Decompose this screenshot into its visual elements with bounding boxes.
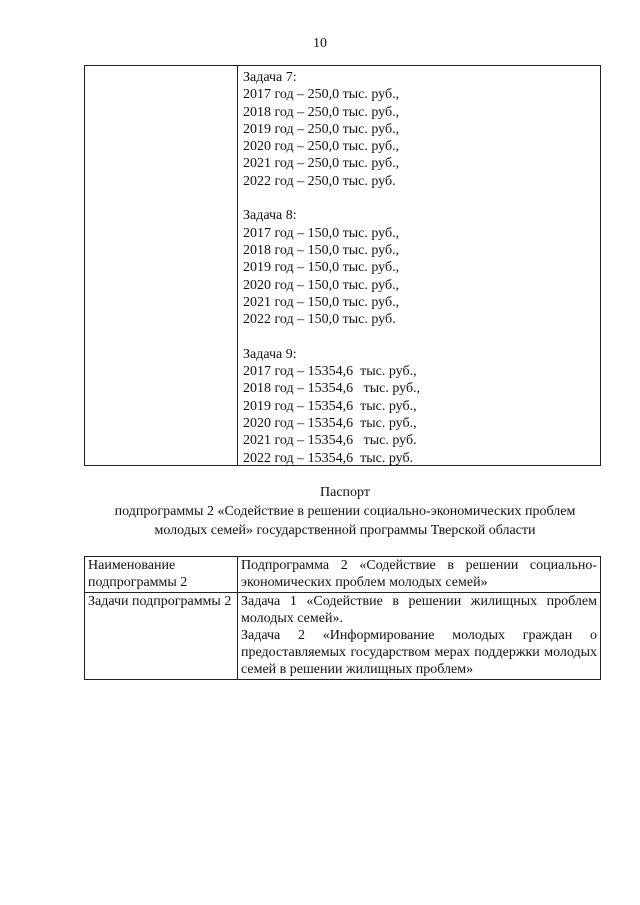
funding-tasks [243,69,420,467]
funding-line: 2020 год – 150,0 тыс. руб., [243,277,400,293]
passport-subtitle-line: подпрограммы 2 «Содействие в решении социально-экономических проблем [114,504,576,519]
task-group-8 [243,207,420,328]
passport-table [84,556,601,680]
task-group-7 [243,69,420,190]
row-value: Подпрограмма 2 «Содействие в решении социально-экономических проблем молодых семей» [238,557,601,593]
funding-line: 2017 год – 250,0 тыс. руб., [243,87,400,103]
column-divider [237,66,238,465]
row-value [238,593,601,680]
funding-line: 2019 год – 15354,6 тыс. руб., [243,398,417,414]
funding-line: 2019 год – 150,0 тыс. руб., [243,260,400,276]
table-row [85,557,601,593]
funding-line: 2020 год – 250,0 тыс. руб., [243,139,400,155]
row-label: Наименование подпрограммы 2 [85,557,238,593]
task-2-text: Задача 2 «Информирование молодых граждан о предоставляемых государством мерах поддержки молодых семей в решении жилищных проблем» [241,628,597,677]
funding-line: 2021 год – 15354,6 тыс. руб. [243,433,417,449]
funding-line: 2022 год – 250,0 тыс. руб. [243,173,396,189]
passport-title [60,483,630,540]
task-title: Задача 9: [243,346,297,362]
funding-line: 2019 год – 250,0 тыс. руб., [243,121,400,137]
funding-line: 2017 год – 15354,6 тыс. руб., [243,364,417,380]
funding-table [84,65,601,466]
table-row [85,593,601,680]
funding-line: 2021 год – 250,0 тыс. руб., [243,156,400,172]
funding-line: 2018 год – 150,0 тыс. руб., [243,242,400,258]
page-number: 10 [313,36,327,51]
funding-line: 2018 год – 250,0 тыс. руб., [243,104,400,120]
funding-line: 2022 год – 150,0 тыс. руб. [243,312,396,328]
task-title: Задача 7: [243,70,297,85]
task-title: Задача 8: [243,208,297,224]
funding-line: 2022 год – 15354,6 тыс. руб. [243,450,414,466]
passport-subtitle-line: молодых семей» государственной программы Тверской области [154,523,536,538]
funding-line: 2020 год – 15354,6 тыс. руб., [243,415,417,431]
funding-line: 2018 год – 15354,6 тыс. руб., [243,381,421,397]
task-1-text: Задача 1 «Содействие в решении жилищных проблем молодых семей». [241,594,597,626]
row-label: Задачи подпрограммы 2 [85,593,238,680]
task-group-9 [243,346,420,467]
funding-line: 2021 год – 150,0 тыс. руб., [243,294,400,310]
funding-line: 2017 год – 150,0 тыс. руб., [243,225,400,241]
passport-heading: Паспорт [320,485,370,500]
